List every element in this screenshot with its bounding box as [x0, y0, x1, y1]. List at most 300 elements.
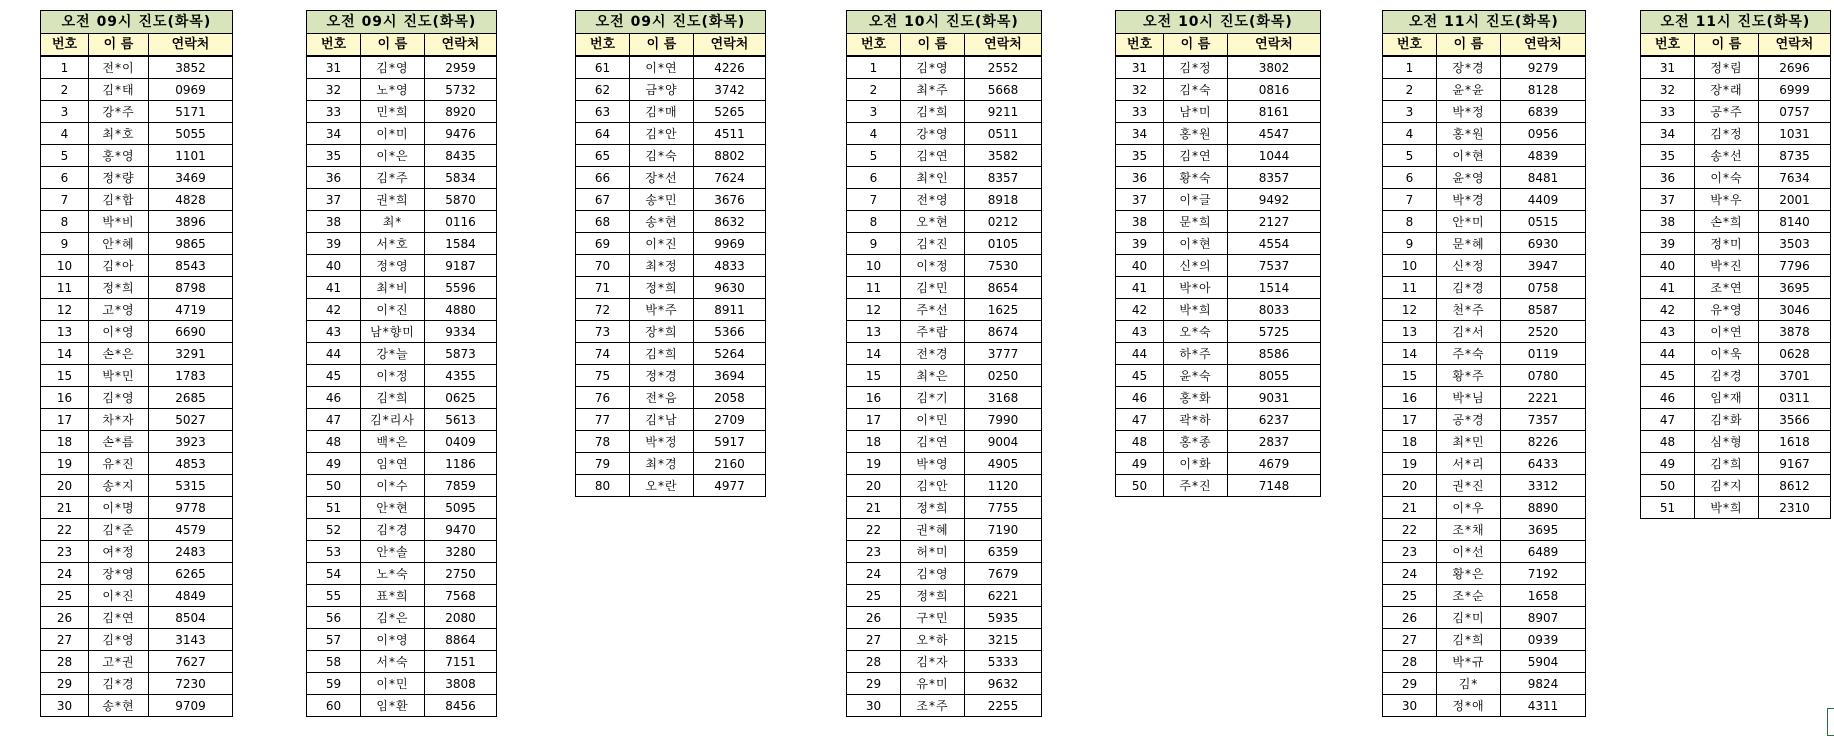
cell-name[interactable]: 하*주 — [1164, 343, 1228, 365]
cell-number[interactable]: 61 — [576, 56, 630, 79]
cell-number[interactable]: 29 — [1383, 673, 1437, 695]
cell-contact[interactable]: 8918 — [965, 189, 1042, 211]
cell-name[interactable]: 김*자 — [901, 651, 965, 673]
cell-number[interactable]: 29 — [41, 673, 89, 695]
cell-number[interactable]: 42 — [1116, 299, 1164, 321]
cell-name[interactable]: 백*은 — [361, 431, 425, 453]
cell-number[interactable]: 7 — [41, 189, 89, 211]
cell-number[interactable]: 35 — [307, 145, 361, 167]
cell-name[interactable]: 김*합 — [89, 189, 149, 211]
cell-contact[interactable]: 7755 — [965, 497, 1042, 519]
cell-name[interactable]: 강*늘 — [361, 343, 425, 365]
cell-contact[interactable]: 3701 — [1759, 365, 1831, 387]
cell-number[interactable]: 75 — [576, 365, 630, 387]
cell-number[interactable]: 43 — [1116, 321, 1164, 343]
cell-contact[interactable]: 1031 — [1759, 123, 1831, 145]
cell-name[interactable]: 김*아 — [89, 255, 149, 277]
cell-contact[interactable]: 4719 — [149, 299, 233, 321]
cell-contact[interactable]: 9778 — [149, 497, 233, 519]
cell-number[interactable]: 47 — [307, 409, 361, 431]
cell-name[interactable]: 이*욱 — [1695, 343, 1759, 365]
cell-name[interactable]: 김*영 — [901, 56, 965, 79]
cell-name[interactable]: 이*영 — [361, 629, 425, 651]
cell-number[interactable]: 11 — [1383, 277, 1437, 299]
cell-contact[interactable]: 3694 — [694, 365, 766, 387]
cell-contact[interactable]: 3143 — [149, 629, 233, 651]
cell-name[interactable]: 박*경 — [1437, 189, 1501, 211]
cell-name[interactable]: 이*민 — [901, 409, 965, 431]
cell-contact[interactable]: 8543 — [149, 255, 233, 277]
cell-contact[interactable]: 0780 — [1501, 365, 1586, 387]
cell-number[interactable]: 18 — [847, 431, 901, 453]
cell-contact[interactable]: 6237 — [1228, 409, 1321, 431]
cell-contact[interactable]: 0311 — [1759, 387, 1831, 409]
cell-number[interactable]: 15 — [41, 365, 89, 387]
cell-number[interactable]: 46 — [307, 387, 361, 409]
cell-number[interactable]: 26 — [847, 607, 901, 629]
cell-name[interactable]: 김*희 — [361, 387, 425, 409]
cell-number[interactable]: 71 — [576, 277, 630, 299]
cell-contact[interactable]: 3695 — [1759, 277, 1831, 299]
cell-contact[interactable]: 2520 — [1501, 321, 1586, 343]
cell-contact[interactable]: 3046 — [1759, 299, 1831, 321]
cell-name[interactable]: 박*비 — [89, 211, 149, 233]
cell-number[interactable]: 26 — [1383, 607, 1437, 629]
cell-name[interactable]: 최*호 — [89, 123, 149, 145]
cell-name[interactable]: 김*리사 — [361, 409, 425, 431]
cell-name[interactable]: 김*매 — [630, 101, 694, 123]
cell-number[interactable]: 35 — [1641, 145, 1695, 167]
cell-name[interactable]: 김*준 — [89, 519, 149, 541]
cell-name[interactable]: 정*영 — [361, 255, 425, 277]
cell-contact[interactable]: 9004 — [965, 431, 1042, 453]
cell-name[interactable]: 안*혜 — [89, 233, 149, 255]
cell-name[interactable]: 최*정 — [630, 255, 694, 277]
cell-number[interactable]: 33 — [307, 101, 361, 123]
cell-contact[interactable]: 7190 — [965, 519, 1042, 541]
cell-name[interactable]: 김*미 — [1437, 607, 1501, 629]
cell-number[interactable]: 23 — [847, 541, 901, 563]
cell-number[interactable]: 6 — [41, 167, 89, 189]
cell-name[interactable]: 공*주 — [1695, 101, 1759, 123]
cell-contact[interactable]: 8033 — [1228, 299, 1321, 321]
cell-number[interactable]: 20 — [1383, 475, 1437, 497]
cell-number[interactable]: 59 — [307, 673, 361, 695]
cell-contact[interactable]: 1618 — [1759, 431, 1831, 453]
cell-contact[interactable]: 5904 — [1501, 651, 1586, 673]
cell-number[interactable]: 14 — [1383, 343, 1437, 365]
cell-number[interactable]: 45 — [307, 365, 361, 387]
cell-name[interactable]: 박*희 — [1164, 299, 1228, 321]
cell-number[interactable]: 45 — [1641, 365, 1695, 387]
cell-number[interactable]: 23 — [1383, 541, 1437, 563]
cell-name[interactable]: 이*미 — [361, 123, 425, 145]
cell-contact[interactable]: 3566 — [1759, 409, 1831, 431]
cell-contact[interactable]: 4511 — [694, 123, 766, 145]
cell-contact[interactable]: 2160 — [694, 453, 766, 475]
cell-number[interactable]: 44 — [307, 343, 361, 365]
cell-name[interactable]: 전*영 — [901, 189, 965, 211]
cell-number[interactable]: 37 — [307, 189, 361, 211]
cell-number[interactable]: 12 — [41, 299, 89, 321]
cell-contact[interactable]: 8632 — [694, 211, 766, 233]
cell-contact[interactable]: 6265 — [149, 563, 233, 585]
cell-name[interactable]: 김*희 — [630, 343, 694, 365]
cell-contact[interactable]: 8674 — [965, 321, 1042, 343]
cell-name[interactable]: 김*태 — [89, 79, 149, 101]
cell-number[interactable]: 16 — [41, 387, 89, 409]
cell-name[interactable]: 주*선 — [901, 299, 965, 321]
cell-contact[interactable]: 9476 — [425, 123, 497, 145]
cell-name[interactable]: 이*연 — [630, 56, 694, 79]
cell-contact[interactable]: 7796 — [1759, 255, 1831, 277]
cell-number[interactable]: 6 — [1383, 167, 1437, 189]
cell-name[interactable]: 오*현 — [901, 211, 965, 233]
cell-number[interactable]: 30 — [41, 695, 89, 717]
cell-contact[interactable]: 0625 — [425, 387, 497, 409]
cell-contact[interactable]: 5596 — [425, 277, 497, 299]
cell-contact[interactable]: 3695 — [1501, 519, 1586, 541]
cell-contact[interactable]: 2837 — [1228, 431, 1321, 453]
cell-number[interactable]: 14 — [847, 343, 901, 365]
cell-contact[interactable]: 7530 — [965, 255, 1042, 277]
cell-name[interactable]: 전*경 — [901, 343, 965, 365]
cell-contact[interactable]: 5333 — [965, 651, 1042, 673]
cell-number[interactable]: 54 — [307, 563, 361, 585]
cell-name[interactable]: 황*숙 — [1164, 167, 1228, 189]
cell-number[interactable]: 40 — [307, 255, 361, 277]
cell-name[interactable]: 최* — [361, 211, 425, 233]
cell-number[interactable]: 41 — [307, 277, 361, 299]
cell-contact[interactable]: 9167 — [1759, 453, 1831, 475]
cell-number[interactable]: 38 — [1116, 211, 1164, 233]
cell-number[interactable]: 38 — [307, 211, 361, 233]
cell-contact[interactable]: 5171 — [149, 101, 233, 123]
cell-number[interactable]: 36 — [307, 167, 361, 189]
cell-number[interactable]: 47 — [1116, 409, 1164, 431]
cell-number[interactable]: 28 — [847, 651, 901, 673]
cell-number[interactable]: 21 — [41, 497, 89, 519]
cell-number[interactable]: 10 — [41, 255, 89, 277]
cell-number[interactable]: 38 — [1641, 211, 1695, 233]
cell-contact[interactable]: 8586 — [1228, 343, 1321, 365]
cell-number[interactable]: 77 — [576, 409, 630, 431]
cell-contact[interactable]: 7230 — [149, 673, 233, 695]
cell-name[interactable]: 송*지 — [89, 475, 149, 497]
cell-contact[interactable]: 1625 — [965, 299, 1042, 321]
cell-contact[interactable]: 4880 — [425, 299, 497, 321]
cell-number[interactable]: 13 — [41, 321, 89, 343]
cell-contact[interactable]: 3291 — [149, 343, 233, 365]
cell-contact[interactable]: 3469 — [149, 167, 233, 189]
cell-contact[interactable]: 6839 — [1501, 101, 1586, 123]
cell-contact[interactable]: 2058 — [694, 387, 766, 409]
cell-contact[interactable]: 5055 — [149, 123, 233, 145]
cell-contact[interactable]: 8864 — [425, 629, 497, 651]
cell-contact[interactable]: 5265 — [694, 101, 766, 123]
cell-name[interactable]: 박*아 — [1164, 277, 1228, 299]
cell-name[interactable]: 김*지 — [1695, 475, 1759, 497]
cell-contact[interactable]: 3808 — [425, 673, 497, 695]
cell-number[interactable]: 12 — [847, 299, 901, 321]
cell-number[interactable]: 80 — [576, 475, 630, 497]
cell-name[interactable]: 송*선 — [1695, 145, 1759, 167]
cell-number[interactable]: 43 — [1641, 321, 1695, 343]
cell-number[interactable]: 49 — [1641, 453, 1695, 475]
cell-name[interactable]: 김*희 — [1695, 453, 1759, 475]
cell-number[interactable]: 32 — [1116, 79, 1164, 101]
cell-name[interactable]: 전*이 — [89, 56, 149, 79]
cell-name[interactable]: 박*민 — [89, 365, 149, 387]
cell-name[interactable]: 조*채 — [1437, 519, 1501, 541]
cell-number[interactable]: 11 — [847, 277, 901, 299]
cell-name[interactable]: 이*글 — [1164, 189, 1228, 211]
cell-contact[interactable]: 5668 — [965, 79, 1042, 101]
cell-number[interactable]: 24 — [1383, 563, 1437, 585]
cell-contact[interactable]: 2709 — [694, 409, 766, 431]
cell-name[interactable]: 공*경 — [1437, 409, 1501, 431]
cell-name[interactable]: 노*영 — [361, 79, 425, 101]
cell-contact[interactable]: 0939 — [1501, 629, 1586, 651]
cell-number[interactable]: 14 — [41, 343, 89, 365]
cell-contact[interactable]: 3802 — [1228, 56, 1321, 79]
cell-contact[interactable]: 8456 — [425, 695, 497, 717]
cell-contact[interactable]: 5917 — [694, 431, 766, 453]
cell-name[interactable]: 서*리 — [1437, 453, 1501, 475]
cell-name[interactable]: 남*향미 — [361, 321, 425, 343]
cell-name[interactable]: 유*영 — [1695, 299, 1759, 321]
cell-contact[interactable]: 9492 — [1228, 189, 1321, 211]
cell-contact[interactable]: 3742 — [694, 79, 766, 101]
cell-name[interactable]: 이*진 — [630, 233, 694, 255]
cell-name[interactable]: 정*경 — [630, 365, 694, 387]
cell-contact[interactable]: 7151 — [425, 651, 497, 673]
cell-contact[interactable]: 1044 — [1228, 145, 1321, 167]
cell-number[interactable]: 13 — [847, 321, 901, 343]
cell-number[interactable]: 64 — [576, 123, 630, 145]
cell-contact[interactable]: 9211 — [965, 101, 1042, 123]
cell-number[interactable]: 40 — [1116, 255, 1164, 277]
cell-contact[interactable]: 3878 — [1759, 321, 1831, 343]
cell-number[interactable]: 9 — [1383, 233, 1437, 255]
cell-contact[interactable]: 0515 — [1501, 211, 1586, 233]
cell-name[interactable]: 홍*종 — [1164, 431, 1228, 453]
cell-name[interactable]: 서*숙 — [361, 651, 425, 673]
cell-number[interactable]: 15 — [847, 365, 901, 387]
cell-contact[interactable]: 9709 — [149, 695, 233, 717]
cell-contact[interactable]: 8357 — [965, 167, 1042, 189]
cell-contact[interactable]: 4579 — [149, 519, 233, 541]
cell-number[interactable]: 3 — [41, 101, 89, 123]
cell-contact[interactable]: 7859 — [425, 475, 497, 497]
cell-name[interactable]: 이*숙 — [1695, 167, 1759, 189]
cell-contact[interactable]: 4554 — [1228, 233, 1321, 255]
cell-contact[interactable]: 0816 — [1228, 79, 1321, 101]
cell-number[interactable]: 60 — [307, 695, 361, 717]
cell-number[interactable]: 31 — [1116, 56, 1164, 79]
cell-number[interactable]: 50 — [1116, 475, 1164, 497]
cell-number[interactable]: 5 — [41, 145, 89, 167]
cell-number[interactable]: 57 — [307, 629, 361, 651]
cell-contact[interactable]: 0250 — [965, 365, 1042, 387]
cell-number[interactable]: 33 — [1641, 101, 1695, 123]
cell-contact[interactable]: 6489 — [1501, 541, 1586, 563]
cell-contact[interactable]: 8055 — [1228, 365, 1321, 387]
cell-number[interactable]: 27 — [1383, 629, 1437, 651]
cell-name[interactable]: 홍*원 — [1437, 123, 1501, 145]
cell-contact[interactable]: 8357 — [1228, 167, 1321, 189]
cell-name[interactable]: 주*숙 — [1437, 343, 1501, 365]
cell-name[interactable]: 허*미 — [901, 541, 965, 563]
cell-contact[interactable]: 2001 — [1759, 189, 1831, 211]
cell-contact[interactable]: 3503 — [1759, 233, 1831, 255]
cell-number[interactable]: 69 — [576, 233, 630, 255]
cell-contact[interactable]: 4839 — [1501, 145, 1586, 167]
cell-name[interactable]: 홍*원 — [1164, 123, 1228, 145]
cell-contact[interactable]: 8890 — [1501, 497, 1586, 519]
cell-contact[interactable]: 4226 — [694, 56, 766, 79]
cell-number[interactable]: 70 — [576, 255, 630, 277]
cell-number[interactable]: 27 — [41, 629, 89, 651]
cell-name[interactable]: 안*솔 — [361, 541, 425, 563]
cell-number[interactable]: 42 — [1641, 299, 1695, 321]
cell-contact[interactable]: 0969 — [149, 79, 233, 101]
cell-name[interactable]: 김*경 — [89, 673, 149, 695]
cell-name[interactable]: 김*영 — [361, 56, 425, 79]
cell-contact[interactable]: 6433 — [1501, 453, 1586, 475]
cell-number[interactable]: 65 — [576, 145, 630, 167]
cell-name[interactable]: 홍*화 — [1164, 387, 1228, 409]
cell-name[interactable]: 오*하 — [901, 629, 965, 651]
cell-name[interactable]: 김*정 — [1695, 123, 1759, 145]
cell-name[interactable]: 심*형 — [1695, 431, 1759, 453]
cell-name[interactable]: 정*미 — [1695, 233, 1759, 255]
cell-number[interactable]: 50 — [307, 475, 361, 497]
cell-contact[interactable]: 9470 — [425, 519, 497, 541]
cell-number[interactable]: 37 — [1641, 189, 1695, 211]
cell-name[interactable]: 안*미 — [1437, 211, 1501, 233]
cell-name[interactable]: 김*경 — [1437, 277, 1501, 299]
cell-number[interactable]: 53 — [307, 541, 361, 563]
cell-number[interactable]: 21 — [1383, 497, 1437, 519]
cell-number[interactable]: 72 — [576, 299, 630, 321]
cell-name[interactable]: 윤*영 — [1437, 167, 1501, 189]
cell-name[interactable]: 신*의 — [1164, 255, 1228, 277]
cell-number[interactable]: 23 — [41, 541, 89, 563]
cell-number[interactable]: 35 — [1116, 145, 1164, 167]
cell-name[interactable]: 장*선 — [630, 167, 694, 189]
cell-contact[interactable]: 1584 — [425, 233, 497, 255]
cell-number[interactable]: 34 — [1641, 123, 1695, 145]
cell-number[interactable]: 18 — [41, 431, 89, 453]
cell-contact[interactable]: 0511 — [965, 123, 1042, 145]
cell-name[interactable]: 송*민 — [630, 189, 694, 211]
cell-name[interactable]: 장*영 — [89, 563, 149, 585]
cell-name[interactable]: 박*우 — [1695, 189, 1759, 211]
cell-contact[interactable]: 2959 — [425, 56, 497, 79]
cell-number[interactable]: 58 — [307, 651, 361, 673]
cell-name[interactable]: 이*정 — [901, 255, 965, 277]
cell-contact[interactable]: 1120 — [965, 475, 1042, 497]
cell-contact[interactable]: 5095 — [425, 497, 497, 519]
cell-name[interactable]: 권*희 — [361, 189, 425, 211]
cell-name[interactable]: 주*진 — [1164, 475, 1228, 497]
cell-contact[interactable]: 8481 — [1501, 167, 1586, 189]
cell-number[interactable]: 24 — [41, 563, 89, 585]
cell-contact[interactable]: 4977 — [694, 475, 766, 497]
cell-name[interactable]: 장*래 — [1695, 79, 1759, 101]
cell-contact[interactable]: 8504 — [149, 607, 233, 629]
cell-contact[interactable]: 6930 — [1501, 233, 1586, 255]
cell-number[interactable]: 5 — [1383, 145, 1437, 167]
cell-name[interactable]: 김*남 — [630, 409, 694, 431]
cell-number[interactable]: 4 — [1383, 123, 1437, 145]
cell-contact[interactable]: 5870 — [425, 189, 497, 211]
cell-contact[interactable]: 8798 — [149, 277, 233, 299]
cell-contact[interactable]: 3582 — [965, 145, 1042, 167]
cell-name[interactable]: 박*주 — [630, 299, 694, 321]
cell-name[interactable]: 황*은 — [1437, 563, 1501, 585]
cell-number[interactable]: 62 — [576, 79, 630, 101]
cell-contact[interactable]: 8161 — [1228, 101, 1321, 123]
cell-name[interactable]: 최*은 — [901, 365, 965, 387]
cell-number[interactable]: 48 — [307, 431, 361, 453]
cell-name[interactable]: 안*현 — [361, 497, 425, 519]
cell-name[interactable]: 전*음 — [630, 387, 694, 409]
cell-contact[interactable]: 7537 — [1228, 255, 1321, 277]
cell-name[interactable]: 임*연 — [361, 453, 425, 475]
cell-contact[interactable]: 8612 — [1759, 475, 1831, 497]
cell-contact[interactable]: 4828 — [149, 189, 233, 211]
cell-contact[interactable]: 0956 — [1501, 123, 1586, 145]
cell-number[interactable]: 18 — [1383, 431, 1437, 453]
cell-name[interactable]: 박*님 — [1437, 387, 1501, 409]
cell-number[interactable]: 36 — [1641, 167, 1695, 189]
cell-name[interactable]: 이*진 — [361, 299, 425, 321]
cell-contact[interactable]: 5613 — [425, 409, 497, 431]
cell-number[interactable]: 42 — [307, 299, 361, 321]
cell-number[interactable]: 5 — [847, 145, 901, 167]
cell-number[interactable]: 9 — [41, 233, 89, 255]
cell-contact[interactable]: 2750 — [425, 563, 497, 585]
cell-number[interactable]: 74 — [576, 343, 630, 365]
cell-name[interactable]: 정*희 — [89, 277, 149, 299]
cell-contact[interactable]: 8920 — [425, 101, 497, 123]
cell-number[interactable]: 31 — [307, 56, 361, 79]
cell-name[interactable]: 김*연 — [89, 607, 149, 629]
cell-name[interactable]: 오*란 — [630, 475, 694, 497]
cell-number[interactable]: 67 — [576, 189, 630, 211]
cell-name[interactable]: 고*영 — [89, 299, 149, 321]
cell-number[interactable]: 50 — [1641, 475, 1695, 497]
cell-number[interactable]: 48 — [1116, 431, 1164, 453]
cell-number[interactable]: 6 — [847, 167, 901, 189]
cell-contact[interactable]: 3168 — [965, 387, 1042, 409]
cell-name[interactable]: 김*희 — [1437, 629, 1501, 651]
cell-number[interactable]: 11 — [41, 277, 89, 299]
cell-name[interactable]: 차*자 — [89, 409, 149, 431]
cell-number[interactable]: 76 — [576, 387, 630, 409]
cell-name[interactable]: 이*우 — [1437, 497, 1501, 519]
cell-name[interactable]: 이*선 — [1437, 541, 1501, 563]
cell-number[interactable]: 28 — [1383, 651, 1437, 673]
cell-contact[interactable]: 0212 — [965, 211, 1042, 233]
cell-name[interactable]: 장*희 — [630, 321, 694, 343]
cell-contact[interactable]: 0409 — [425, 431, 497, 453]
cell-number[interactable]: 34 — [1116, 123, 1164, 145]
cell-number[interactable]: 2 — [847, 79, 901, 101]
cell-contact[interactable]: 4355 — [425, 365, 497, 387]
